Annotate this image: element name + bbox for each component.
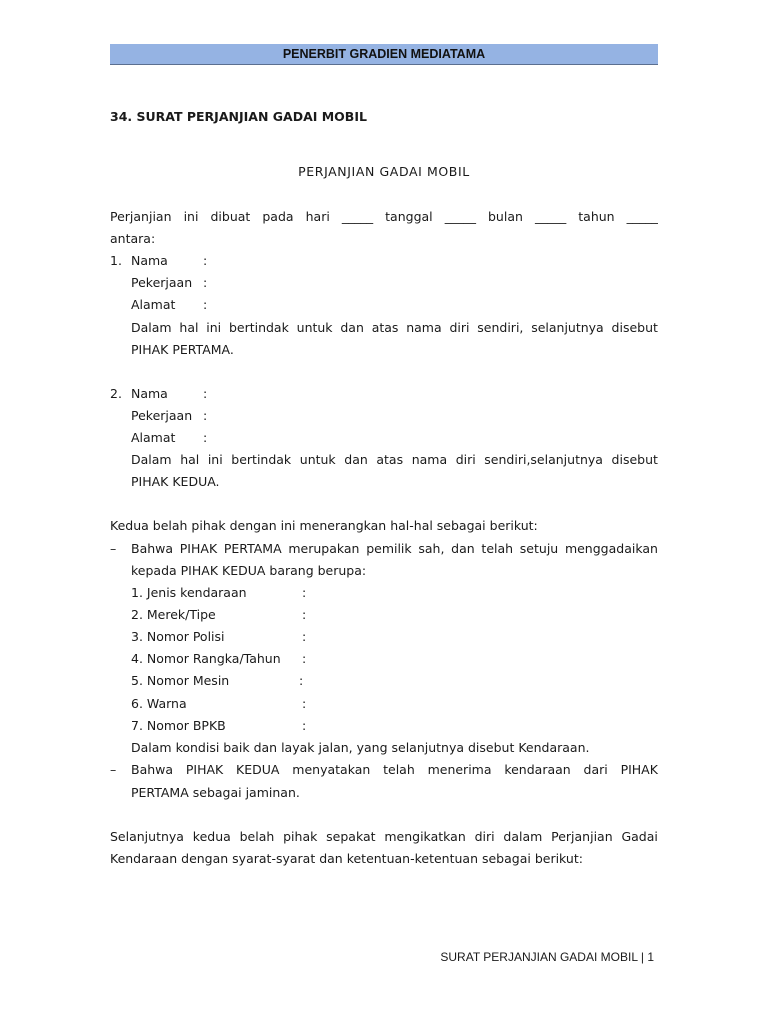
- party2-statement-line1: [131, 452, 658, 467]
- page-footer: SURAT PERJANJIAN GADAI MOBIL | 1: [440, 950, 654, 964]
- word: nama: [406, 320, 442, 335]
- party2-number: 2.: [110, 386, 122, 401]
- vehicle-item-colon: :: [302, 585, 307, 600]
- word: hal: [179, 320, 199, 335]
- word: dari: [583, 762, 608, 777]
- word: menerima: [427, 762, 492, 777]
- bullet1-dash: –: [110, 541, 117, 556]
- bullet2-line1: [131, 762, 658, 777]
- vehicle-item-label: 1. Jenis kendaraan: [131, 585, 247, 600]
- word: atas: [376, 452, 404, 467]
- party1-statement-line1: [131, 320, 658, 335]
- party2-nama-label: Nama: [131, 386, 168, 401]
- party2-nama-colon: :: [203, 386, 208, 401]
- word: PERTAMA: [223, 541, 282, 556]
- antara-label: antara:: [110, 231, 156, 246]
- bullet1-line1: [131, 541, 658, 556]
- word: hal: [180, 452, 200, 467]
- word: sendiri,selanjutnya: [484, 452, 603, 467]
- word: ini: [183, 209, 199, 224]
- word: tahun: [578, 209, 615, 224]
- word: tanggal: [385, 209, 433, 224]
- word: sepakat: [326, 829, 376, 844]
- word: diri: [455, 452, 476, 467]
- word: pihak: [283, 829, 318, 844]
- word: _____: [534, 209, 567, 224]
- word: Bahwa: [131, 762, 174, 777]
- word: sah,: [418, 541, 445, 556]
- closing-line2: Kendaraan dengan syarat-syarat dan ketentuan-ketentuan sebagai berikut:: [110, 851, 583, 866]
- word: dan: [451, 541, 475, 556]
- document-title: PERJANJIAN GADAI MOBIL: [298, 164, 470, 179]
- vehicle-item-colon: :: [302, 607, 307, 622]
- intro-line: [110, 209, 658, 224]
- party2-alamat-label: Alamat: [131, 430, 176, 445]
- word: _____: [341, 209, 374, 224]
- word: belah: [239, 829, 275, 844]
- closing-line1: [110, 829, 658, 844]
- party2-statement-line2: PIHAK KEDUA.: [131, 474, 220, 489]
- word: Gadai: [621, 829, 658, 844]
- word: Perjanjian: [551, 829, 613, 844]
- word: _____: [444, 209, 476, 224]
- party1-alamat-colon: :: [203, 297, 208, 312]
- bullet2-dash: –: [110, 762, 117, 777]
- vehicle-item-colon: :: [302, 718, 307, 733]
- word: mengikatkan: [384, 829, 466, 844]
- party1-nama-colon: :: [203, 253, 208, 268]
- word: dan: [344, 452, 368, 467]
- publisher-header: PENERBIT GRADIEN MEDIATAMA: [110, 44, 658, 65]
- party1-pekerjaan-label: Pekerjaan: [131, 275, 193, 290]
- word: atas: [371, 320, 399, 335]
- word: selanjutnya: [531, 320, 604, 335]
- vehicle-item-label: 7. Nomor BPKB: [131, 718, 226, 733]
- vehicle-item-label: 6. Warna: [131, 696, 187, 711]
- party1-statement-line2: PIHAK PERTAMA.: [131, 342, 234, 357]
- word: diri: [474, 829, 495, 844]
- word: kedua: [192, 829, 231, 844]
- party1-nama-label: Nama: [131, 253, 168, 268]
- word: disebut: [611, 452, 658, 467]
- word: dibuat: [210, 209, 251, 224]
- section-title: 34. SURAT PERJANJIAN GADAI MOBIL: [110, 109, 367, 124]
- vehicle-item-colon: :: [302, 696, 307, 711]
- vehicle-item-colon: :: [302, 629, 307, 644]
- word: Dalam: [131, 320, 172, 335]
- word: pada: [262, 209, 294, 224]
- party2-pekerjaan-colon: :: [203, 408, 208, 423]
- word: _____: [626, 209, 658, 224]
- word: Dalam: [131, 452, 172, 467]
- word: bertindak: [231, 452, 292, 467]
- party2-pekerjaan-label: Pekerjaan: [131, 408, 193, 423]
- word: setuju: [519, 541, 559, 556]
- word: PIHAK: [620, 762, 658, 777]
- word: Selanjutnya: [110, 829, 184, 844]
- party1-number: 1.: [110, 253, 122, 268]
- word: telah: [383, 762, 415, 777]
- word: bulan: [488, 209, 523, 224]
- word: telah: [481, 541, 514, 556]
- word: diri: [449, 320, 470, 335]
- word: dalam: [503, 829, 543, 844]
- word: menggadaikan: [564, 541, 658, 556]
- word: merupakan: [288, 541, 360, 556]
- word: nama: [411, 452, 448, 467]
- word: PIHAK: [179, 541, 218, 556]
- word: menyatakan: [292, 762, 371, 777]
- word: bertindak: [228, 320, 289, 335]
- vehicle-item-label: 5. Nomor Mesin: [131, 673, 230, 688]
- word: untuk: [299, 452, 336, 467]
- declaration: Kedua belah pihak dengan ini menerangkan hal-hal sebagai berikut:: [110, 518, 538, 533]
- vehicle-item-label: 2. Merek/Tipe: [131, 607, 216, 622]
- vehicle-item-colon: :: [302, 651, 307, 666]
- word: PIHAK: [185, 762, 224, 777]
- word: untuk: [296, 320, 333, 335]
- party1-pekerjaan-colon: :: [203, 275, 208, 290]
- word: KEDUA: [236, 762, 280, 777]
- word: dan: [340, 320, 364, 335]
- word: ini: [207, 452, 223, 467]
- word: disebut: [611, 320, 658, 335]
- word: Perjanjian: [110, 209, 172, 224]
- word: pemilik: [366, 541, 412, 556]
- word: ini: [206, 320, 222, 335]
- bullet2-line2: PERTAMA sebagai jaminan.: [131, 785, 300, 800]
- word: Bahwa: [131, 541, 174, 556]
- vehicle-item-label: 3. Nomor Polisi: [131, 629, 225, 644]
- vehicle-condition: Dalam kondisi baik dan layak jalan, yang selanjutnya disebut Kendaraan.: [131, 740, 590, 755]
- word: kendaraan: [504, 762, 571, 777]
- word: sendiri,: [477, 320, 524, 335]
- vehicle-item-colon: :: [299, 673, 304, 688]
- word: hari: [305, 209, 330, 224]
- party2-alamat-colon: :: [203, 430, 208, 445]
- vehicle-item-label: 4. Nomor Rangka/Tahun: [131, 651, 281, 666]
- party1-alamat-label: Alamat: [131, 297, 176, 312]
- bullet1-line2: kepada PIHAK KEDUA barang berupa:: [131, 563, 367, 578]
